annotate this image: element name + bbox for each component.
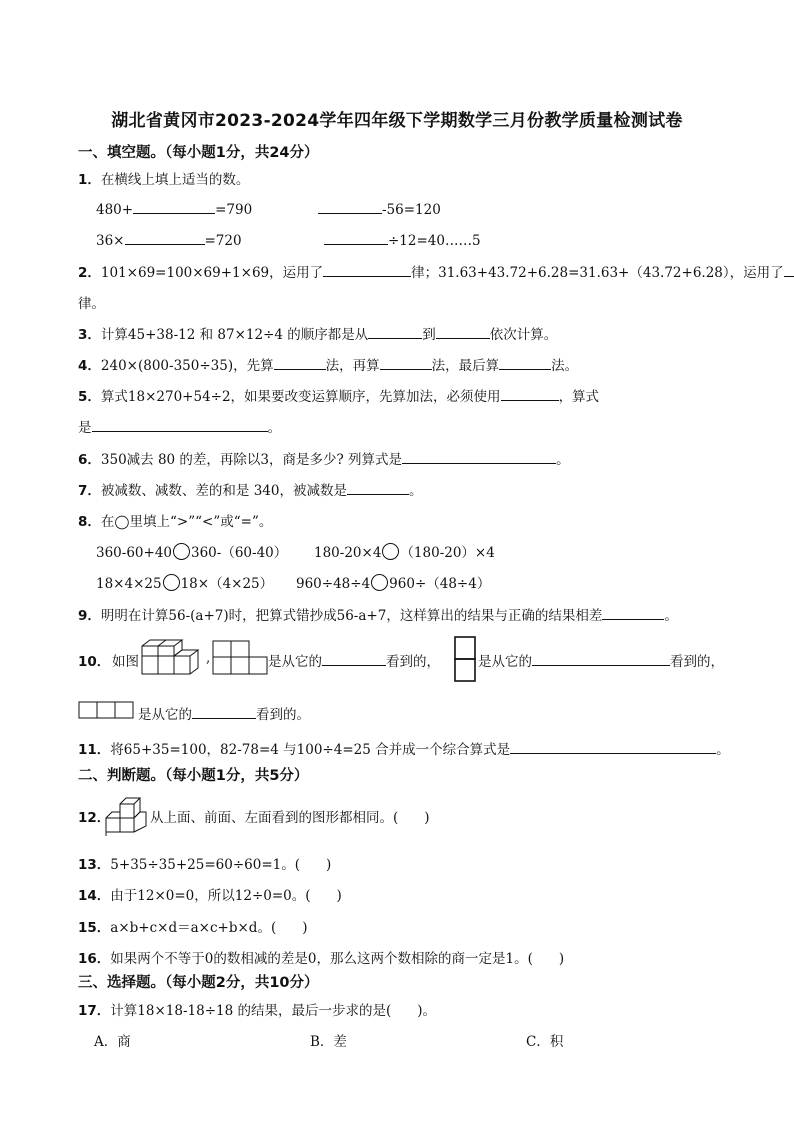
- item-text: 18×4×25: [96, 576, 162, 592]
- page-title: 湖北省黄冈市2023-2024学年四年级下学期数学三月份教学质量检测试卷: [111, 111, 683, 131]
- question-number: 12．: [78, 810, 111, 826]
- question-11: [78, 738, 730, 758]
- answer-blank[interactable]: [380, 355, 432, 370]
- answer-blank[interactable]: [92, 417, 268, 432]
- q1-item-c: [96, 230, 242, 249]
- question-number: 16．: [78, 951, 111, 967]
- question-number: 3．: [78, 327, 101, 343]
- question-text: 被减数、减数、差的和是 340，被减数是: [100, 483, 347, 499]
- question-number: 14．: [78, 888, 111, 904]
- answer-blank[interactable]: [318, 199, 382, 214]
- question-text: 如果两个不等于0的数相减的差是0，那么这两个数相除的商一定是1。(: [110, 951, 533, 967]
- compare-circle[interactable]: [371, 574, 388, 591]
- question-text: ): [424, 810, 430, 826]
- answer-blank[interactable]: [274, 355, 326, 370]
- question-10-number: [78, 650, 110, 670]
- answer-blank[interactable]: [323, 262, 411, 277]
- item-text: 960÷48÷4: [296, 576, 371, 592]
- section-heading-multiple-choice: 三、选择题。（每小题2分，共10分）: [78, 975, 319, 991]
- question-16: [78, 947, 564, 967]
- compare-circle[interactable]: [382, 543, 399, 560]
- question-text: 240×(800-350÷35)，先算: [100, 358, 274, 374]
- compare-circle[interactable]: [163, 574, 180, 591]
- answer-blank[interactable]: [501, 386, 559, 401]
- question-number: 17．: [78, 1003, 111, 1019]
- item-text: 960÷（48÷4）: [389, 576, 491, 592]
- question-text: 法。: [551, 358, 579, 374]
- compare-circle[interactable]: [173, 543, 190, 560]
- answer-blank[interactable]: [784, 262, 794, 277]
- question-text: 在横线上填上适当的数。: [100, 172, 250, 188]
- question-text: a×b+c×d＝a×c+b×d。(: [110, 920, 277, 936]
- answer-blank[interactable]: [324, 230, 388, 245]
- question-4: [78, 354, 578, 374]
- question-number: 10．: [78, 654, 111, 670]
- question-12: [150, 806, 430, 826]
- question-number: 15．: [78, 920, 111, 936]
- item-text: =790: [215, 202, 253, 218]
- question-5: [78, 385, 599, 405]
- question-text: )。: [417, 1003, 437, 1019]
- question-text: 依次计算。: [489, 327, 558, 343]
- section-heading-true-false: 二、判断题。（每小题1分，共5分）: [78, 768, 309, 784]
- question-text: 。: [408, 483, 423, 499]
- question-number: 2．: [78, 265, 101, 281]
- answer-blank[interactable]: [436, 324, 490, 339]
- item-text: ÷12=40……5: [388, 233, 481, 249]
- question-9: [78, 604, 678, 624]
- question-text: ): [558, 951, 565, 967]
- item-text: （180-20）×4: [400, 545, 495, 561]
- answer-blank[interactable]: [510, 739, 716, 754]
- question-14: [78, 884, 342, 904]
- question-text: 是从它的: [478, 654, 532, 670]
- question-13: [78, 853, 331, 873]
- top-view-figure: [78, 701, 136, 720]
- question-text: 将65+35=100，82-78=4 与100÷4=25 合并成一个综合算式是: [110, 742, 511, 758]
- answer-blank[interactable]: [192, 704, 256, 719]
- question-2: [78, 261, 794, 281]
- cube-stack-figure: [140, 638, 206, 678]
- question-number: 9．: [78, 608, 101, 624]
- q10-text-e: [138, 703, 310, 723]
- answer-blank[interactable]: [133, 199, 215, 214]
- item-text: 360-60+40: [96, 545, 172, 561]
- question-number: 1．: [78, 172, 101, 188]
- question-3: [78, 323, 557, 343]
- question-number: 6．: [78, 452, 101, 468]
- item-text: 18×（4×25）: [180, 576, 274, 592]
- q1-item-b: [318, 199, 441, 218]
- question-text: 明明在计算56-(a+7)时，把算式错抄成56-a+7，这样算出的结果与正确的结果相差: [100, 608, 603, 624]
- cube-3d-figure: [104, 792, 150, 838]
- answer-blank[interactable]: [402, 449, 556, 464]
- answer-blank[interactable]: [368, 324, 422, 339]
- question-text: 法，再算: [325, 358, 380, 374]
- front-view-figure: [212, 640, 268, 676]
- answer-blank[interactable]: [125, 230, 205, 245]
- question-number: 11．: [78, 742, 111, 758]
- answer-blank[interactable]: [602, 605, 664, 620]
- question-text: 。: [267, 420, 281, 436]
- question-17: [78, 999, 436, 1019]
- question-text: 从上面、前面、左面看到的图形都相同。(: [150, 810, 399, 826]
- q8-item-c: [96, 572, 273, 592]
- option-b[interactable]: B．差: [310, 1034, 347, 1050]
- q8-item-d: [296, 572, 490, 592]
- q8-item-b: [314, 541, 495, 561]
- q1-item-a: [96, 199, 252, 218]
- question-text: 是: [78, 420, 92, 436]
- question-text: 5+35÷35+25=60÷60=1。(: [110, 857, 301, 873]
- q10-text-a: 如图: [112, 654, 139, 670]
- question-text: 律。: [78, 296, 105, 312]
- question-text: 看到的，: [386, 654, 440, 670]
- question-number: 4．: [78, 358, 101, 374]
- question-text: 在◯里填上“>”“<”或“=”。: [100, 514, 273, 530]
- question-text: 看到的。: [256, 707, 310, 723]
- answer-blank[interactable]: [347, 480, 409, 495]
- question-text: ): [302, 920, 308, 936]
- q10-text-c: [268, 650, 440, 670]
- question-6: [78, 448, 570, 468]
- question-number: 8．: [78, 514, 101, 530]
- option-c[interactable]: C．积: [526, 1034, 564, 1050]
- question-text: 。: [664, 608, 678, 624]
- question-number: 13．: [78, 857, 111, 873]
- question-text: 计算18×18-18÷18 的结果，最后一步求的是(: [110, 1003, 392, 1019]
- question-7: [78, 479, 422, 499]
- item-text: 36×: [96, 233, 125, 249]
- option-a[interactable]: A．商: [94, 1034, 131, 1050]
- question-text: 到: [422, 327, 436, 343]
- item-text: 180-20×4: [314, 545, 382, 561]
- question-text: 看到的，: [670, 654, 724, 670]
- section-heading-fill-in: 一、填空题。（每小题1分，共24分）: [78, 145, 319, 161]
- answer-blank[interactable]: [322, 651, 386, 666]
- q10-text-b: ,: [206, 650, 211, 666]
- question-text: 计算45+38-12 和 87×12÷4 的顺序都是从: [100, 327, 369, 343]
- question-number: 7．: [78, 483, 101, 499]
- question-8: [78, 510, 272, 530]
- item-text: -56=120: [382, 202, 441, 218]
- item-text: =720: [204, 233, 242, 249]
- question-15: [78, 916, 308, 936]
- item-text: 480+: [96, 202, 134, 218]
- question-text: 算式18×270+54÷2，如果要改变运算顺序，先算加法，必须使用: [100, 389, 501, 405]
- question-text: ): [336, 888, 342, 904]
- question-text: 法，最后算: [431, 358, 500, 374]
- q1-item-d: [324, 230, 481, 249]
- question-text: ): [326, 857, 332, 873]
- answer-blank[interactable]: [499, 355, 551, 370]
- question-text: 。: [556, 452, 570, 468]
- question-text: 是从它的: [268, 654, 322, 670]
- question-text: ，算式: [558, 389, 600, 405]
- q8-item-a: [96, 541, 287, 561]
- question-text: 由于12×0=0，所以12÷0=0。(: [110, 888, 311, 904]
- item-text: 360-（60-40）: [191, 545, 288, 561]
- side-view-figure: [454, 636, 476, 682]
- question-text: 律；31.63+43.72+6.28=31.63+（43.72+6.28），运用了: [411, 265, 784, 281]
- question-text: 101×69=100×69+1×69，运用了: [100, 265, 324, 281]
- q10-text-d: [478, 650, 724, 670]
- question-1: [78, 168, 249, 188]
- answer-blank[interactable]: [532, 651, 670, 666]
- question-text: 是从它的: [138, 707, 192, 723]
- question-number: 5．: [78, 389, 101, 405]
- question-5-cont: [78, 416, 281, 436]
- question-2-cont: [78, 292, 105, 312]
- question-text: 350减去 80 的差，再除以3，商是多少? 列算式是: [100, 452, 403, 468]
- question-text: 。: [716, 742, 730, 758]
